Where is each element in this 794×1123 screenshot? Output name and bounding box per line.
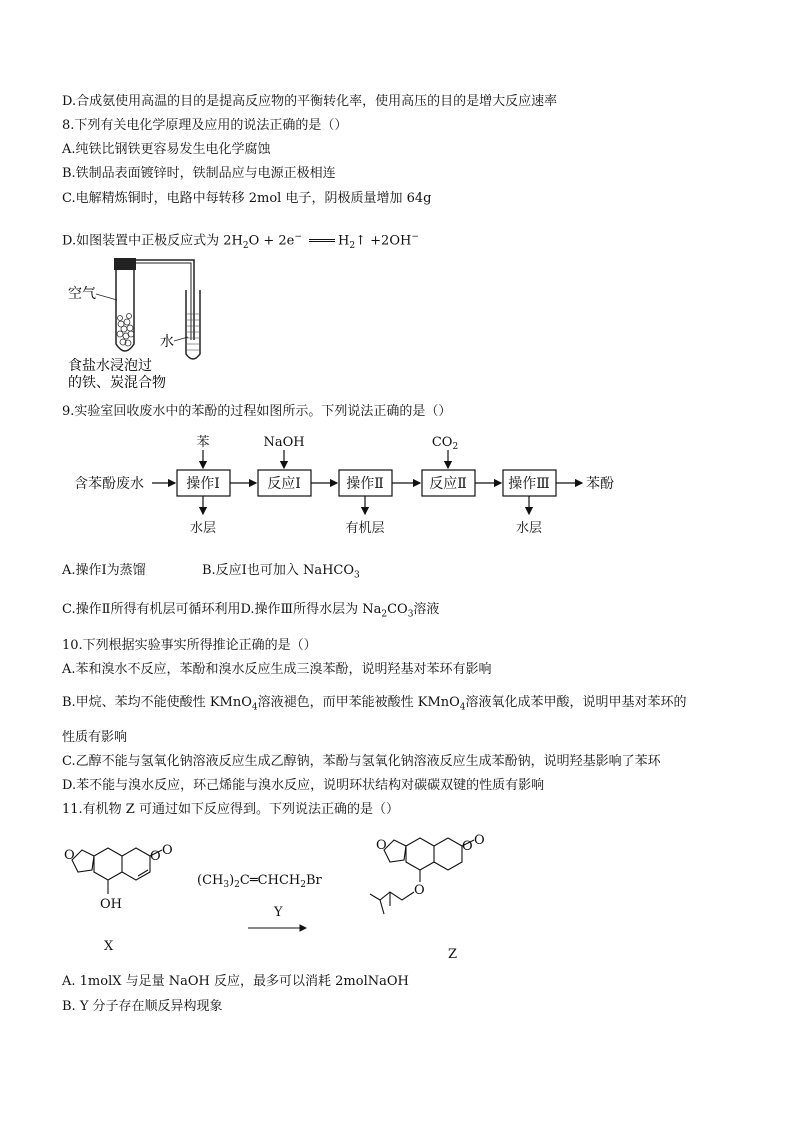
air-label: 空气	[68, 286, 96, 302]
output-organic: 有机层	[345, 521, 385, 536]
output-water-2: 水层	[515, 521, 543, 536]
z-ring-o: O	[462, 839, 473, 854]
label-op3: 操作Ⅲ	[508, 476, 550, 492]
caption-line-2: 的铁、炭混合物	[68, 375, 166, 391]
label-r2: 反应Ⅱ	[429, 476, 467, 492]
q10-option-b: B.甲烷、苯均不能使酸性 KMnO$_4$溶液褪色，而甲苯能被酸性 KMnO$_4$溶液氧化成苯甲酸，说明甲基对苯环的	[62, 695, 687, 713]
q9-option-b: B.反应Ⅰ也可加入 NaHCO$_3$	[202, 563, 360, 581]
q8-option-b: B.铁制品表面镀锌时，铁制品应与电源正极相连	[62, 166, 336, 181]
output-water-1: 水层	[189, 521, 217, 536]
water-label: 水	[160, 334, 174, 350]
x-pyranone-ring	[122, 848, 150, 880]
x-carbonyl-o: O	[162, 843, 173, 858]
q10-option-c: C.乙醇不能与氢氧化钠溶液反应生成乙醇钠，苯酚与氢氧化钠溶液反应生成苯酚钠，说明羟基影响了苯环	[62, 754, 661, 769]
flow-start: 含苯酚废水	[74, 476, 144, 492]
z-furan-o: O	[376, 838, 387, 853]
q9-option-cd: C.操作Ⅱ所得有机层可循环利用D.操作Ⅲ所得水层为 $Na_2CO_3$溶液	[62, 602, 440, 620]
z-pyranone-ring	[434, 838, 462, 870]
label-op2: 操作Ⅱ	[346, 476, 384, 492]
z-carbonyl-o: O	[474, 833, 485, 848]
q9-stem: 9.实验室回收废水中的苯酚的过程如图所示。下列说法正确的是（）	[62, 404, 452, 419]
q11-stem: 11.有机物 Z 可通过如下反应得到。下列说法正确的是（）	[62, 802, 399, 817]
q10-stem: 10.下列根据实验事实所得推论正确的是（）	[62, 638, 317, 653]
corrosion-apparatus-figure	[62, 254, 222, 394]
q11-option-a: A. 1molX 与足量 NaOH 反应，最多可以消耗 2molNaOH	[62, 974, 409, 989]
q10-option-d: D.苯不能与溴水反应，环己烯能与溴水反应，说明环状结构对碳碳双键的性质有影响	[62, 778, 545, 793]
reaction-scheme	[62, 830, 532, 965]
caption-line-1: 食盐水浸泡过	[68, 358, 152, 374]
x-furan-o: O	[64, 848, 75, 863]
water-tube	[186, 290, 200, 359]
x-oh: OH	[100, 897, 122, 912]
q11-option-b: B. Y 分子存在顺反异构现象	[62, 999, 223, 1014]
delivery-tube	[128, 260, 194, 340]
q8-stem: 8.下列有关电化学原理及应用的说法正确的是（）	[62, 118, 348, 133]
x-label: X	[104, 939, 114, 954]
x-furan-ring	[72, 850, 94, 872]
z-label: Z	[448, 947, 458, 962]
z-benzene-ring	[406, 838, 434, 870]
reagent-y: Y	[274, 905, 283, 920]
x-ring-o: O	[150, 849, 161, 864]
q8-option-c: C.电解精炼铜时，电路中每转移 2mol 电子，阴极质量增加 64g	[62, 191, 432, 206]
z-ether-o: O	[414, 883, 425, 898]
reagent-formula: $(CH_3)_2C═CHCH_2Br$	[197, 873, 322, 890]
z-prenyl-chain	[380, 892, 414, 900]
iron-carbon-mixture	[117, 314, 134, 347]
q7-option-d: D.合成氨使用高温的目的是提高反应物的平衡转化率，使用高压的目的是增大反应速率	[62, 94, 558, 109]
flow-end: 苯酚	[586, 476, 614, 492]
z-furan-ring	[384, 840, 406, 862]
q9-option-a: A.操作Ⅰ为蒸馏	[62, 563, 146, 578]
q10-option-a: A.苯和溴水不反应，苯酚和溴水反应生成三溴苯酚，说明羟基对苯环有影响	[62, 662, 492, 677]
phenol-recovery-flowchart	[62, 432, 732, 542]
input-co2: $CO_2$	[431, 435, 459, 452]
q8-option-a: A.纯铁比钢铁更容易发生电化学腐蚀	[62, 142, 271, 157]
input-naoh: NaOH	[263, 435, 305, 450]
label-r1: 反应Ⅰ	[267, 476, 301, 492]
x-benzene-ring	[94, 848, 122, 880]
label-op1: 操作Ⅰ	[186, 476, 220, 492]
input-benzene: 苯	[196, 435, 210, 450]
q10-option-b-cont: 性质有影响	[62, 730, 128, 745]
q8-option-d: D.如图装置中正极反应式为 $2H_2O + 2e^-$ $H_2↑ +2OH^-$	[62, 232, 419, 251]
